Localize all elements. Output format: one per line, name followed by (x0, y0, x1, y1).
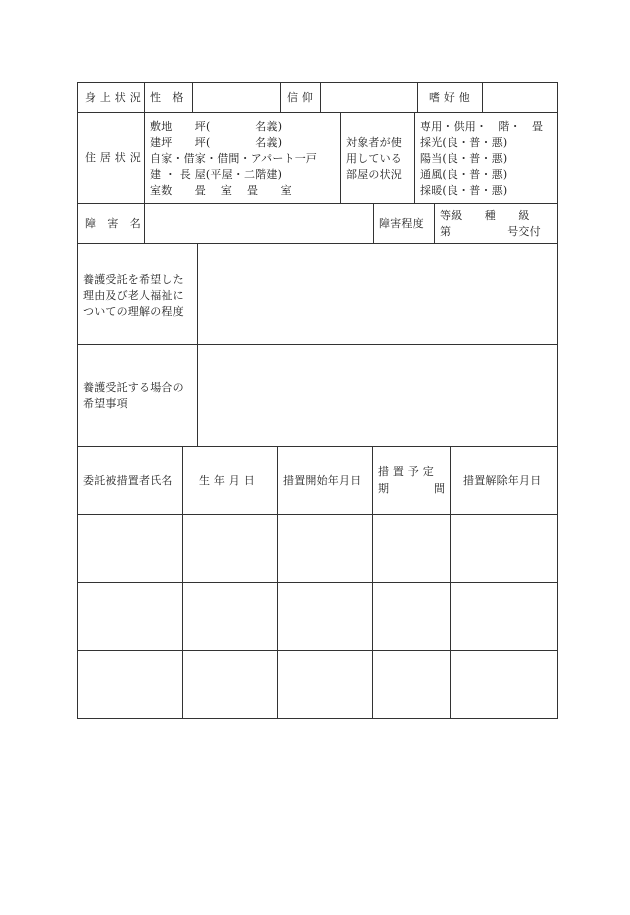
housing-line-4: 建 ・ 長 屋(平屋・二階建) (150, 168, 283, 181)
header-planned-line-2: 期 間 (378, 482, 446, 495)
rule-row5-bottom (77, 446, 558, 447)
body-status-label: 身 上 状 況 (85, 91, 141, 104)
room-line-4: 通風(良・普・悪) (420, 168, 508, 181)
row1-divider-1 (144, 82, 145, 113)
grade-line-2: 第 号交付 (440, 225, 541, 238)
reason-field[interactable] (198, 244, 557, 344)
personality-field[interactable] (193, 83, 280, 112)
personality-label: 性 格 (150, 91, 184, 104)
row3-divider-2 (373, 203, 374, 244)
housing-line-3: 自家・借家・借間・アパート一戸 (150, 152, 318, 165)
disability-degree-label: 障害程度 (379, 217, 424, 230)
row1-divider-3 (280, 82, 281, 113)
reason-line-2: 理由及び老人福祉に (83, 289, 184, 302)
room-line-1: 専用・供用・ 階・ 畳 (420, 120, 544, 133)
table-row[interactable] (78, 651, 557, 718)
header-name: 委託被措置者氏名 (83, 474, 173, 487)
table-row[interactable] (78, 583, 557, 650)
reason-line-3: ついての理解の程度 (83, 305, 184, 318)
header-end: 措置解除年月日 (463, 474, 542, 487)
disability-name-field[interactable] (145, 204, 373, 243)
wish-line-1: 養護受託する場合の (83, 381, 184, 394)
room-label-line-2: 用している (346, 152, 402, 165)
reason-line-1: 養護受託を希望した (83, 273, 184, 286)
wish-line-2: 希望事項 (83, 397, 128, 410)
housing-status-label: 住 居 状 況 (85, 151, 141, 164)
wish-field[interactable] (198, 345, 557, 446)
room-line-5: 採暖(良・普・悪) (420, 184, 508, 197)
header-planned-line-1: 措 置 予 定 (378, 465, 434, 478)
hobby-label: 嗜 好 他 (429, 91, 470, 104)
room-line-2: 採光(良・普・悪) (420, 136, 508, 149)
room-label-line-1: 対象者が使 (346, 136, 402, 149)
housing-line-5: 室数 畳 室 畳 室 (150, 184, 292, 197)
housing-line-1: 敷地 坪( 名義) (150, 120, 283, 133)
hobby-field[interactable] (483, 83, 557, 112)
room-label-line-3: 部屋の状況 (346, 168, 402, 181)
housing-line-2: 建坪 坪( 名義) (150, 136, 283, 149)
faith-field[interactable] (321, 83, 417, 112)
header-start: 措置開始年月日 (283, 474, 362, 487)
table-row[interactable] (78, 515, 557, 582)
row2-divider-3 (414, 112, 415, 204)
row2-divider-1 (144, 112, 145, 204)
header-birth: 生 年 月 日 (199, 474, 255, 487)
rule-row1-bottom (77, 112, 558, 113)
row3-divider-3 (434, 203, 435, 244)
disability-name-label: 障 害 名 (85, 217, 141, 230)
row1-divider-5 (417, 82, 418, 113)
row2-divider-2 (340, 112, 341, 204)
grade-line-1: 等級 種 級 (440, 209, 530, 222)
rule-bottom (77, 718, 558, 719)
foster-care-form (77, 82, 558, 719)
rule-right (557, 82, 558, 719)
room-line-3: 陽当(良・普・悪) (420, 152, 508, 165)
faith-label: 信 仰 (287, 91, 314, 104)
